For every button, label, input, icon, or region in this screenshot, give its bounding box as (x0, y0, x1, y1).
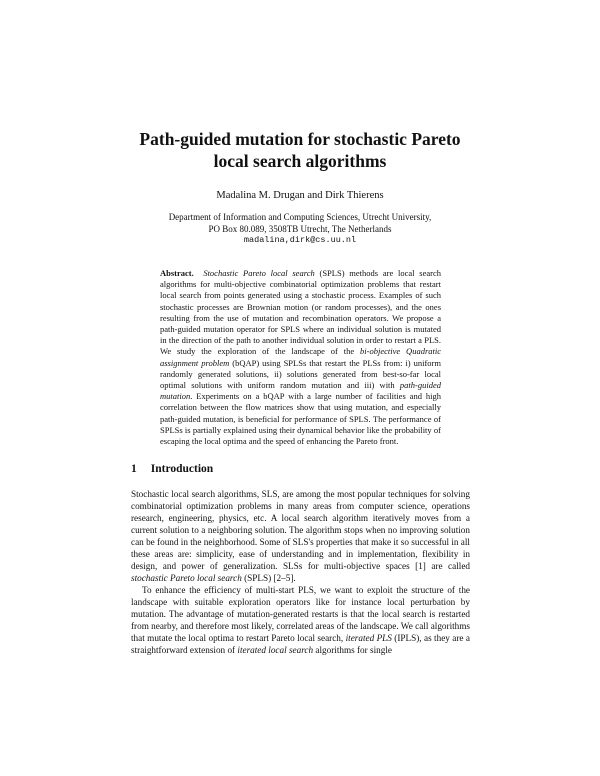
title-line-2: local search algorithms (213, 151, 387, 171)
affiliation-line-1: Department of Information and Computing Sciences, Utrecht University, (168, 212, 432, 222)
paragraph-2-text-a: To enhance the efficiency of multi-start PLS, we want to exploit the structure of the landscape with suitable exploration operators like for instance local perturbation by mutation. The advantage of mutation-generated restarts is that the local search is restarted from nearby, and therefore most likely, correlated areas of the landscape. We call algorithms that mutate the local optima to restart Pareto local search, (131, 585, 470, 643)
abstract-emphasis-3: path-guided mutation (160, 380, 441, 402)
abstract-label: Abstract. (160, 268, 194, 278)
abstract-emphasis-2: bi-objective Quadratic assignment problem (160, 346, 441, 368)
affiliation-line-2: PO Box 80.089, 3508TB Utrecht, The Netherlands (208, 223, 392, 234)
body-text (131, 488, 470, 656)
paragraph-2-emphasis-2: iterated local search (237, 645, 314, 655)
abstract-emphasis-1: Stochastic Pareto local search (203, 268, 315, 278)
abstract (160, 268, 441, 447)
paragraph-2-text-b: (IPLS), as they are a straightforward extension of (131, 633, 470, 655)
author-email: madalina,dirk@cs.uu.nl (243, 235, 357, 245)
abstract-text-1: (SPLS) methods are local search algorithms for multi-objective combinatorial optimization problems that restart local search from points generated using a stochastic process. Examples of such stochastic processes are Brownian motion (or random processes), and the ones resulting from the use of mutation and recombination operators. We propose a path-guided mutation operator for SPLS where an individual solution is mutated in the direction of the path to another individual solution in order to restart a PLS. We study the exploration of the landscape of the (160, 268, 441, 357)
paragraph-1-text-b: (SPLS) [2–5]. (241, 573, 296, 583)
paragraph-1-emphasis: stochastic Pareto local search (131, 573, 242, 583)
paragraph-1 (131, 488, 470, 584)
section-heading (131, 463, 213, 475)
author-list: Madalina M. Drugan and Dirk Thierens (216, 190, 384, 201)
section-title: Introduction (150, 463, 214, 475)
paragraph-2 (131, 584, 470, 656)
abstract-text-3: . Experiments on a bQAP with a large number of facilities and high correlation between the flow matrices show that using mutation, and especially path-guided mutation, is beneficial for performance of SPLS. The performance of SPLSs is partially explained using their dynamical behavior like the probability of escaping the local optima and the speed of enhancing the Pareto front. (160, 391, 441, 447)
abstract-text-2: (bQAP) using SPLSs that restart the PLSs from: i) uniform randomly generated solutions, ii) solutions generated from best-so-far local optimal solutions with uniform random mutation and iii) with (160, 357, 441, 391)
title-line-1: Path-guided mutation for stochastic Pareto (139, 129, 461, 149)
paper-title (0, 128, 600, 172)
affiliation-block (0, 212, 600, 247)
paragraph-2-emphasis-1: iterated PLS (345, 633, 392, 643)
section-number: 1 (131, 463, 137, 475)
paragraph-2-text-c: algorithms for single (313, 645, 392, 655)
paragraph-1-text-a: Stochastic local search algorithms, SLS, are among the most popular techniques for solving combinatorial optimization problems in many areas from computer science, operations research, engineering, physics, etc. A local search algorithm iteratively moves from a current solution to a neighboring solution. The algorithm stops when no improving solution can be found in the neighborhood. Some of SLS's properties that make it so successful in all these areas are: simplicity, ease of understanding and in implementation, flexibility in design, and power of generalization. SLSs for multi-objective spaces [1] are called (131, 489, 470, 571)
